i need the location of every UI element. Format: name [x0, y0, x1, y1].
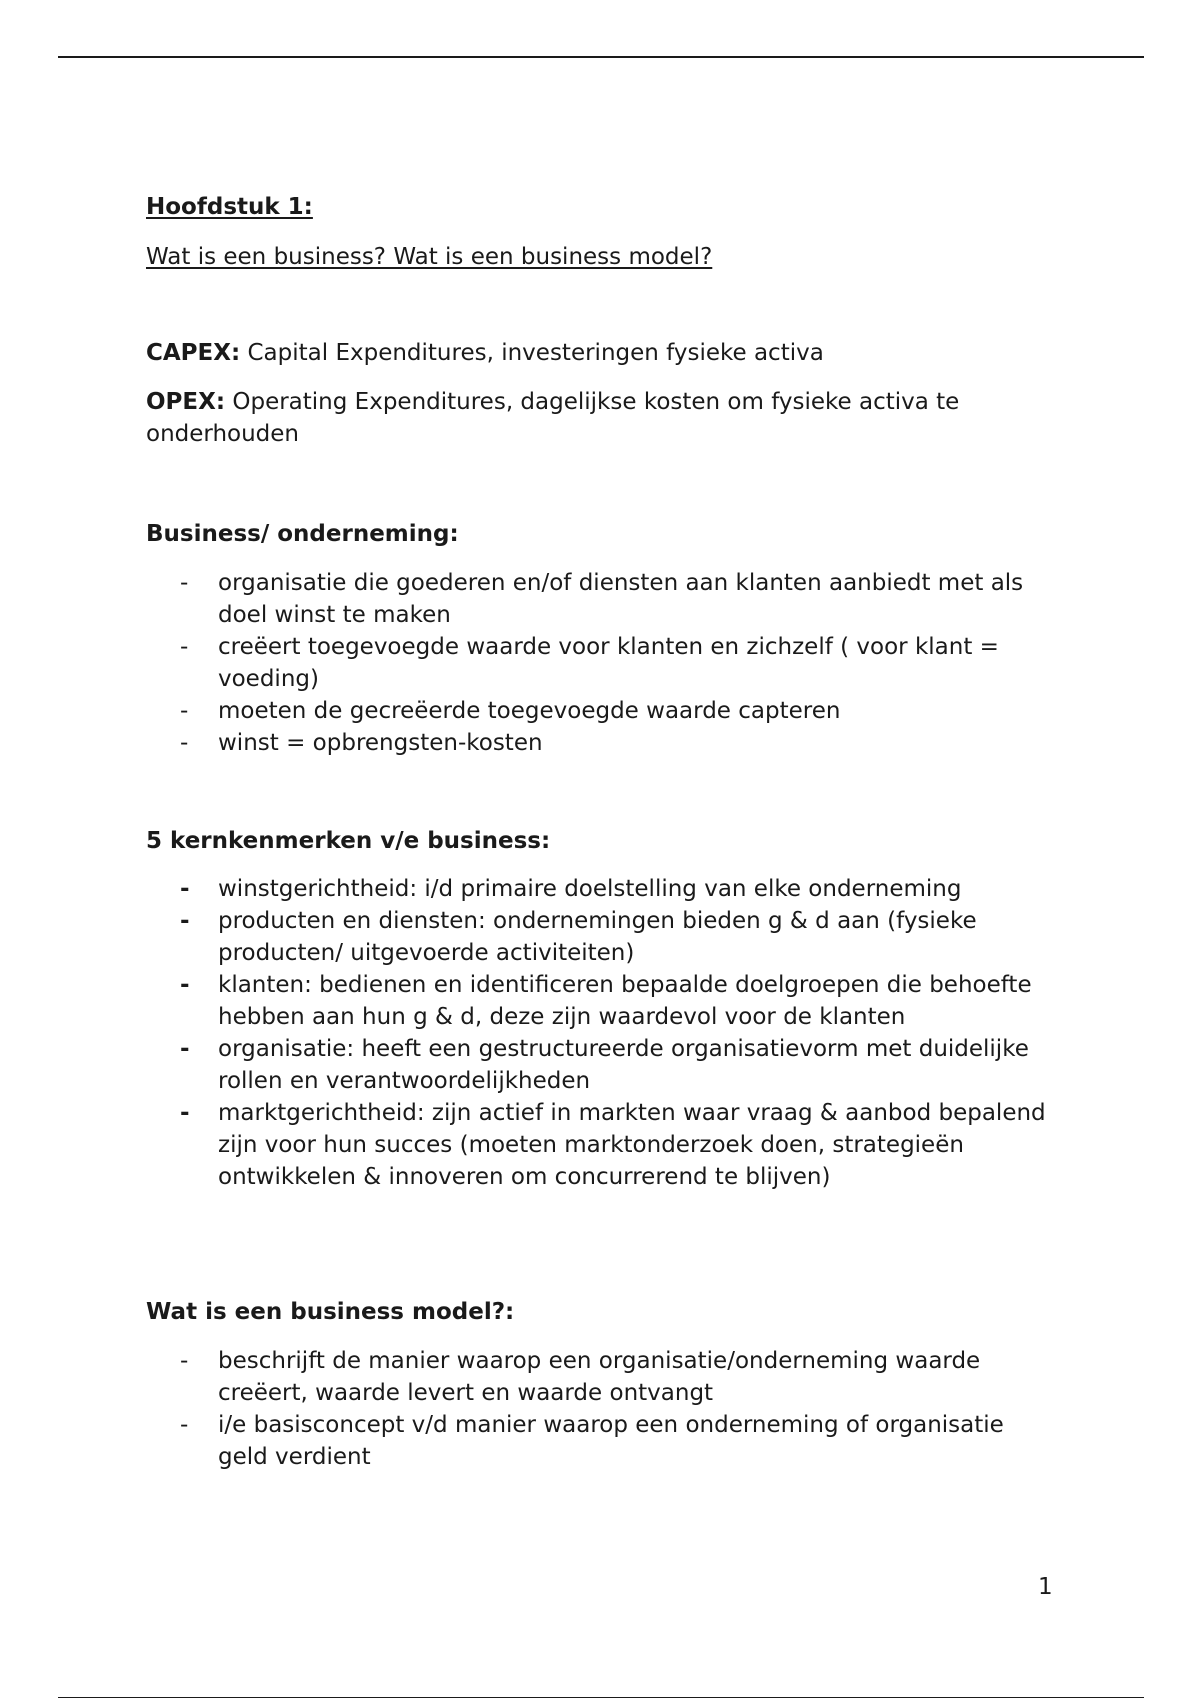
definition-term: CAPEX:: [146, 340, 241, 366]
list-business: [146, 567, 1046, 759]
list-item: - creëert toegevoegde waarde voor klanten en zichzelf ( voor klant = voeding): [146, 631, 1046, 695]
section-title-business-model: Wat is een business model?:: [146, 1299, 515, 1325]
list-item: - marktgerichtheid: zijn actief in markten waar vraag & aanbod bepalend zijn voor hun succes (moeten marktonderzoek doen, strategieën ontwikkelen & innoveren om concurrerend te blijven): [146, 1097, 1046, 1193]
list-business-model: [146, 1345, 1046, 1473]
chapter-subheading: Wat is een business? Wat is een business model?: [146, 244, 713, 270]
list-item: - klanten: bedienen en identificeren bepaalde doelgroepen die behoefte hebben aan hun g & d, deze zijn waardevol voor de klanten: [146, 969, 1046, 1033]
section-title-business: Business/ onderneming:: [146, 521, 459, 547]
list-item: - beschrijft de manier waarop een organisatie/onderneming waarde creëert, waarde levert en waarde ontvangt: [146, 1345, 1046, 1409]
definition-term: OPEX:: [146, 389, 226, 415]
definition-capex: [146, 337, 1076, 369]
list-item: - winst = opbrengsten-kosten: [146, 727, 1046, 759]
bullet-mark: -: [180, 698, 189, 724]
bullet-mark: -: [180, 876, 190, 902]
list-item: - i/e basisconcept v/d manier waarop een onderneming of organisatie geld verdient: [146, 1409, 1046, 1473]
list-item: - producten en diensten: ondernemingen bieden g & d aan (fysieke producten/ uitgevoerde activiteiten): [146, 905, 1046, 969]
bullet-mark: -: [180, 1100, 190, 1126]
definition-text: Capital Expenditures, investeringen fysieke activa: [240, 340, 824, 366]
section-title-kernkenmerken: 5 kernkenmerken v/e business:: [146, 828, 551, 854]
bullet-mark: -: [180, 570, 189, 596]
bullet-mark: -: [180, 1348, 189, 1374]
bullet-mark: -: [180, 1036, 190, 1062]
bullet-mark: -: [180, 908, 190, 934]
list-item: - winstgerichtheid: i/d primaire doelstelling van elke onderneming: [146, 873, 1046, 905]
definition-opex: [146, 386, 1046, 450]
bullet-mark: -: [180, 634, 189, 660]
bullet-mark: -: [180, 730, 189, 756]
list-item: - moeten de gecreëerde toegevoegde waarde capteren: [146, 695, 1046, 727]
page-number: 1: [1038, 1574, 1053, 1600]
footer-rule: [58, 1697, 1144, 1698]
list-item: - organisatie: heeft een gestructureerde organisatievorm met duidelijke rollen en verantwoordelijkheden: [146, 1033, 1046, 1097]
bullet-mark: -: [180, 1412, 189, 1438]
list-kernkenmerken: [146, 873, 1046, 1193]
list-item: - organisatie die goederen en/of diensten aan klanten aanbiedt met als doel winst te maken: [146, 567, 1046, 631]
definition-text: Operating Expenditures, dagelijkse kosten om fysieke activa te onderhouden: [146, 389, 960, 447]
bullet-mark: -: [180, 972, 190, 998]
header-rule: [58, 56, 1144, 58]
chapter-heading: Hoofdstuk 1:: [146, 194, 313, 220]
